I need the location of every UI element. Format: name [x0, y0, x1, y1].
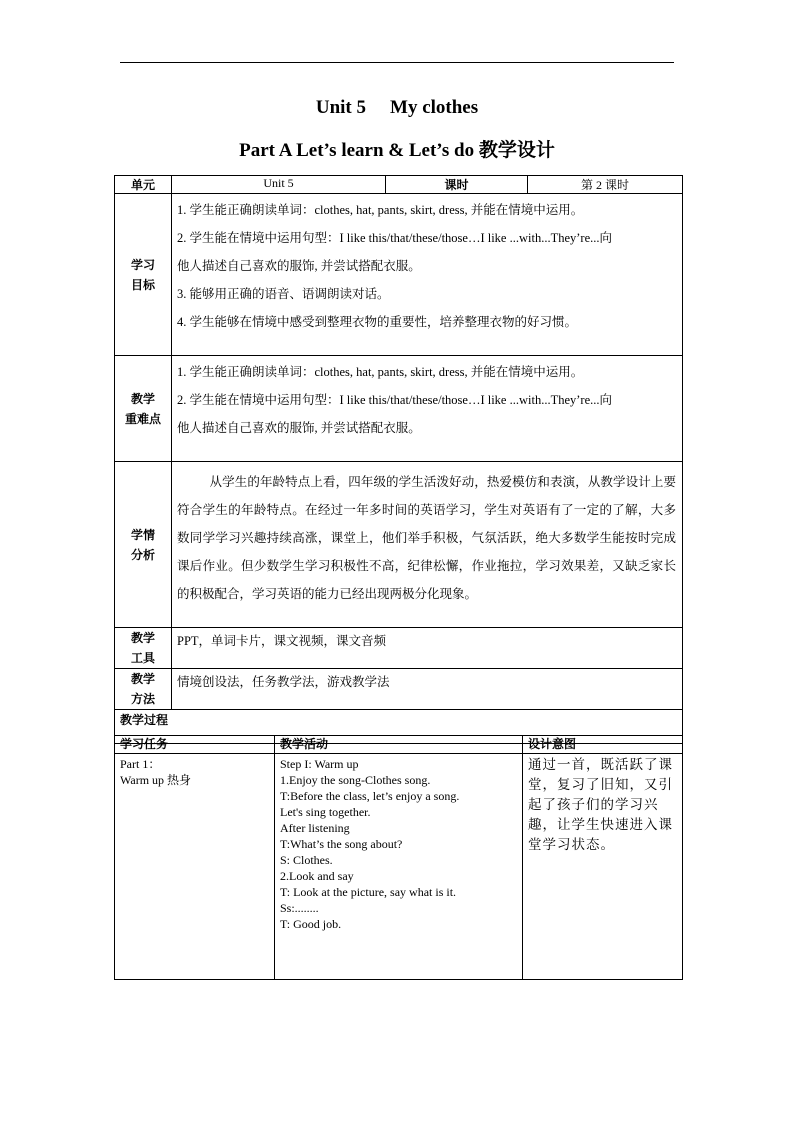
tools-content — [172, 628, 683, 669]
key-point-line: 他人描述自己喜欢的服饰, 并尝试搭配衣服。 — [177, 421, 421, 435]
goal-line: 他人描述自己喜欢的服饰, 并尝试搭配衣服。 — [177, 259, 421, 273]
activity-line: Ss:........ — [280, 901, 319, 915]
process-table — [114, 735, 683, 980]
activity-line: After listening — [280, 821, 350, 835]
analysis-content — [172, 462, 683, 628]
methods-text: 情境创设法，任务教学法，游戏教学法 — [177, 675, 390, 689]
tools-label: 教学 工具 — [115, 628, 172, 669]
unit-label: 单元 — [115, 176, 172, 194]
key-point-line: 2. 学生能在情境中运用句型：I like this/that/these/those…I like ...with...They’re...向 — [177, 393, 613, 407]
methods-content — [172, 669, 683, 710]
process-row-part1 — [115, 754, 683, 980]
activity-line: 2.Look and say — [280, 869, 354, 883]
key-point-line: 1. 学生能正确朗读单词：clothes, hat, pants, skirt, dress, 并能在情境中运用。 — [177, 365, 584, 379]
activity-line: S: Clothes. — [280, 853, 333, 867]
doc-title-unit: Unit 5 — [315, 97, 367, 118]
activity-line: T:What’s the song about? — [280, 837, 403, 851]
activity-line: T:Before the class, let’s enjoy a song. — [280, 789, 460, 803]
process-title: 教学过程 — [115, 710, 683, 744]
analysis-label: 学情 分析 — [115, 462, 172, 628]
tools-row — [115, 628, 683, 669]
activity-line: Let's sing together. — [280, 805, 371, 819]
doc-title-name: My clothes — [390, 97, 479, 118]
goal-line: 1. 学生能正确朗读单词：clothes, hat, pants, skirt, dress, 并能在情境中运用。 — [177, 203, 584, 217]
goals-content — [172, 194, 683, 356]
analysis-row — [115, 462, 683, 628]
activity-line: T: Look at the picture, say what is it. — [280, 885, 457, 899]
analysis-text: 从学生的年龄特点上看，四年级的学生活泼好动，热爱模仿和表演，从教学设计上要符合学生的年龄特点。在经过一年多时间的英语学习，学生对英语有了一定的了解，大多数同学学习兴趣持续高涨，课堂上，他们举手积极，气氛活跃，绝大多数学生能按时完成课后作业。但少数学生学习积极性不高，纪律松懈，作业拖拉，学习效果差，又缺乏家长的积极配合，学习英语的能力已经出现两极分化现象。 — [177, 475, 676, 601]
unit-value: Unit 5 — [172, 176, 386, 194]
header-row — [115, 176, 683, 194]
part-label: Part 1： — [120, 757, 161, 771]
goal-line: 3. 能够用正确的语音、语调朗读对话。 — [177, 287, 390, 301]
key-points-row — [115, 356, 683, 462]
tools-text: PPT，单词卡片，课文视频，课文音频 — [177, 634, 387, 648]
goals-label: 学习 目标 — [115, 194, 172, 356]
key-points-content — [172, 356, 683, 462]
task-cell — [115, 754, 275, 980]
goals-row — [115, 194, 683, 356]
col-task: 学习任务 — [115, 736, 275, 754]
goal-line: 4. 学生能够在情境中感受到整理衣物的重要性，培养整理衣物的好习惯。 — [177, 315, 578, 329]
col-intent: 设计意图 — [523, 736, 683, 754]
methods-label: 教学 方法 — [115, 669, 172, 710]
part-name: Warm up 热身 — [120, 773, 192, 787]
activity-line: 1.Enjoy the song-Clothes song. — [280, 773, 431, 787]
doc-title — [0, 97, 794, 119]
activity-line: Step I: Warm up — [280, 757, 359, 771]
process-header-row — [115, 736, 683, 754]
col-activity: 教学活动 — [275, 736, 523, 754]
period-value: 第 2 课时 — [528, 176, 683, 194]
activity-cell — [275, 754, 523, 980]
lesson-plan-table — [114, 175, 683, 744]
header-rule — [120, 62, 674, 63]
goal-line: 2. 学生能在情境中运用句型：I like this/that/these/those…I like ...with...They’re...向 — [177, 231, 613, 245]
activity-line: T: Good job. — [280, 917, 342, 931]
period-label: 课时 — [386, 176, 528, 194]
key-points-label: 教学 重难点 — [115, 356, 172, 462]
intent-cell: 通过一首，既活跃了课堂，复习了旧知，又引起了孩子们的学习兴趣，让学生快速进入课堂学习状态。 — [523, 754, 683, 980]
methods-row — [115, 669, 683, 710]
doc-subtitle: Part A Let’s learn & Let’s do 教学设计 — [239, 140, 555, 161]
